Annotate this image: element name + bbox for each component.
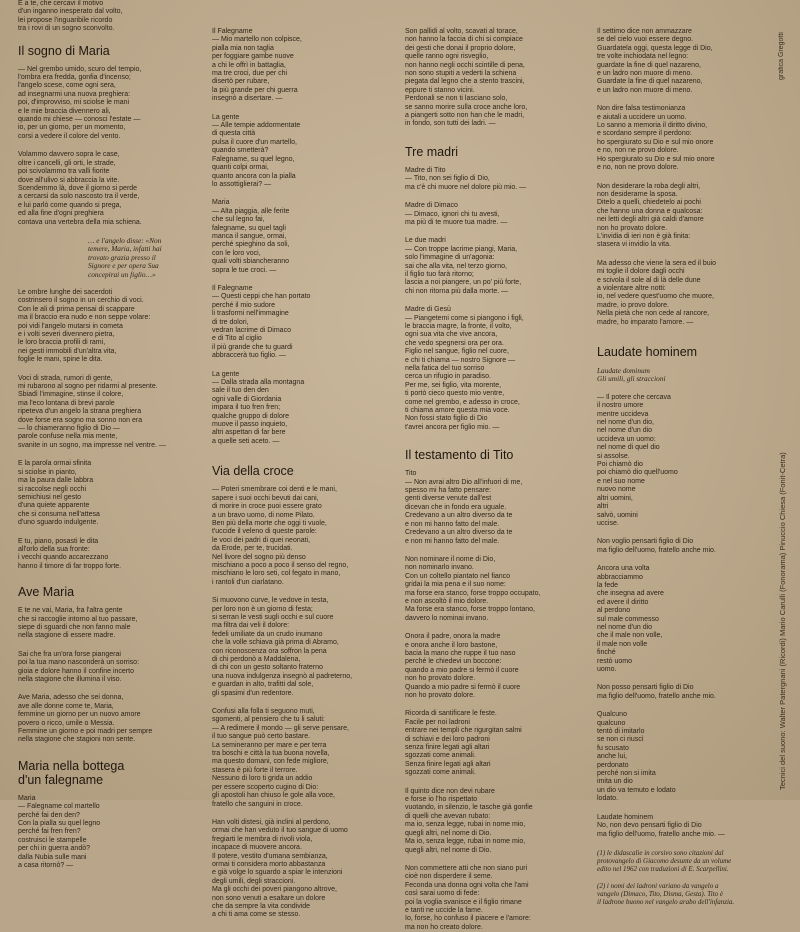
verse: Han volti distesi, già inclini al perdono, ormai che han veduto il tuo sangue di uomo fregiarti le membra di rivoli viola, incapace di muovere ancora. Il potere, vestito d'umana sembianza, ormai ti considera morto abbastanza e già volge lo sguardo a spiar le intenzioni degli umili, degli straccioni. Ma gli occhi dei poveri piangono altrove, non sono venuti a esaltare un dolore che da sempre la vita condivide a chi ti ama come se stesso. bbox=[212, 818, 348, 919]
verse: Non commettere atti che non siano puri cioè non disperdere il seme. Feconda una donna ogni volta che l'ami così sarai uomo di fede: poi la voglia svanisce e il figlio rimane e tanti ne uccide la fame. Io, forse, ho confuso il piacere e l'amore: ma non ho creato dolore. bbox=[405, 864, 531, 931]
verse: E tu, piano, posasti le dita all'orlo della sua fronte: i vecchi quando accarezzano hanno il timore di far troppo forte. bbox=[18, 537, 122, 570]
verse: Voci di strada, rumori di gente, mi rubarono al sogno per ridarmi al presente. Sbiadì l'immagine, stinse il colore, ma l'eco lontana di brevi parole ripeteva d'un angelo la strana preghiera dove forse era sogno ma sonno non era — lo chiameranno figlio di Dio — parole confuse nella mia mente, svanite in un sogno, ma impresse nel ventre. — bbox=[18, 374, 166, 449]
verse: Volammo davvero sopra le case, oltre i cancelli, gli orti, le strade, poi scivolammo tra valli fiorite dove all'ulivo si abbraccia la vite. Scendemmo là, dove il giorno si perde a cercarsi da solo nascosto tra il verde, e lui parlò come quando si prega, ed alla fine d'ogni preghiera contava una vertebra della mia schiena. bbox=[18, 151, 142, 226]
verse: Madre di Dimaco — Dimaco, ignori chi tu avesti, ma più di te muore tua madre. — bbox=[405, 202, 508, 226]
verse: Il Falegname — Questi ceppi che han portato perché il mio sudore li trasformi nell'immagine di tre dolori, vedran lacrime di Dimaco e di Tito al ciglio il più grande che tu guardi abbraccerà tuo figlio. — bbox=[212, 284, 311, 360]
verse: — Poteri smembrare coi denti e le mani, sapere i suoi occhi bevuti dai cani, di morire in croce puoi essere grato a un bravo uomo, di nome Pilato. Ben più della morte che oggi ti vuole, t'uccide il veleno di queste parole: le voci dei padri di quei neonati, da Erode, per te, trucidati. Nel livore del sogno più denso mischiano a poco a poco il senso del regno, mischiano le loro seti, col fegato in mano, i rantoli d'un ciarlatano. bbox=[212, 486, 349, 586]
verse: Ancora una volta abbracciammo la fede che insegna ad avere ed avere il diritto al perdono sul male commesso nel nome d'un dio che il male non volle, il male non volle finché restò uomo uomo. bbox=[597, 565, 664, 673]
verse: Ricorda di santificare le feste. Facile per noi ladroni entrare nei templi che rigurgitan salmi di schiavi e dei loro padroni senza finire legati agli altari sgozzati come animali. Senza finire legati agli altari sgozzati come animali. bbox=[405, 710, 522, 777]
verse: Non posso pensarti figlio di Dio ma figlio dell'uomo, fratello anche mio. bbox=[597, 684, 716, 700]
column-2 bbox=[212, 0, 402, 919]
column-4 bbox=[597, 0, 775, 907]
verse: E la parola ormai sfinita si sciolse in pianto, ma la paura dalle labbra si raccolse negli occhi semichiusi nel gesto d'una quiete apparente che si consuma nell'attesa d'uno sguardo indulgente. bbox=[18, 460, 100, 527]
verse: Laudate hominem No, non devo pensarti figlio di Dio ma figlio dell'uomo, fratello anche mio. — bbox=[597, 813, 725, 838]
verse: Qualcuno qualcuno tentò di imitarlo se non ci riuscì fu scusato anche lui, perdonato perché non si imita imita un dio un dio va temuto e lodato lodato. bbox=[597, 711, 676, 803]
verse: Non nominare il nome di Dio, non nominarlo invano. Con un coltello piantato nel fianco gridai la mia pena e il suo nome: ma forse era stanco, forse troppo occupato, e non ascoltò il mio dolore. Ma forse era stanco, forse troppo lontano, davvero lo nominai invano. bbox=[405, 555, 541, 622]
song-title-laudate-hominem: Laudate hominem bbox=[597, 345, 698, 359]
verse: Sai che fra un'ora forse piangerai poi la tua mano nasconderà un sorriso: gioia e dolore hanno il confine incerto nella stagione che illumina il viso. bbox=[18, 650, 140, 683]
verse: Non dire falsa testimonianza e aiutali a uccidere un uomo. Lo sanno a memoria il diritto divino, e scordano sempre il perdono: ho spergiurato su Dio e sul mio onore e no, non ne provo dolore. Ho spergiurato su Dio e sul mio onore e no, non ne provo dolore. bbox=[597, 105, 715, 172]
verse: Le ombre lunghe dei sacerdoti costrinsero il sogno in un cerchio di voci. Con le ali di prima pensai di scappare ma il braccio era nudo e non seppe volare: poi vidi l'angelo mutarsi in cometa e i volti severi divennero pietra, le loro braccia profili di rami, nei gesti immobili d'un'altra vita, foglie le mani, spine le dita. bbox=[18, 288, 151, 364]
verse: E te ne vai, Maria, fra l'altra gente che si raccoglie intorno al tuo passare, siepe di sguardi che non fanno male nella stagione di essere madre. bbox=[18, 607, 138, 640]
song-title-via-della-croce: Via della croce bbox=[212, 464, 294, 479]
intro-verse: E a te, che cercavi il motivo d'un inganno inesperato dal volto, lei propose l'inguaribile ricordo tra i rovi di un sogno sconvolto. bbox=[18, 0, 123, 33]
graphics-credit: grafica Gregotti bbox=[778, 32, 785, 80]
footnotes: (1) le didascalie in corsivo sono citazioni dal protovangelo di Giacomo desunte da un volume edito nel 1962 con traduzioni di E. Scarpellini. (2) i nomi dei ladroni variano da vangelo a vangelo (Dimaco, Tito, Disma, Gesta). Tito è il ladrone buono nel vangelo arabo dell'infanzia. bbox=[597, 848, 735, 907]
verse: Madre di Gesù — Piangetemi come si piangono i figli, le braccia magre, la fronte, il volto, ogni sua vita che vive ancora, che vedo spegnersi ora per ora. Figlio nel sangue, figlio nel cuore, e chi ti chiama — nostro Signore — nella fatica del tuo sorriso cerca un rifugio in paradiso. Per me, sei figlio, vita morente, ti portò cieco questo mio ventre, come nel grembo, e adesso in croce, ti chiama amore questa mia voce. Non fossi stato figlio di Dio t'avrei ancora per figlio mio. — bbox=[405, 306, 524, 431]
verse: Si muovono curve, le vedove in testa, per loro non è un giorno di festa; si serran le vesti sugli occhi e sul cuore ma filtra dai veli il dolore: fedeli umiliate da un crudo inumano che la volle schiava già prima di Abramo, con riconoscenza ora soffron la pena di chi perdonò a Maddalena, di chi con un gesto soltanto fraterno una nuova indulgenza insegnò al padreterno, e guardan in alto, trafitti dal sole, gli spasimi d'un redentore. bbox=[212, 597, 353, 697]
verse: Maria — Alta piaggia, alle ferite che sul legno fai, falegname, su quel tagli manca il sangue, ormai, perché spieghino da soli, con le loro voci, quali volti sbiancheranno sopra le tue croci. — bbox=[212, 199, 290, 274]
quote: … e l'angelo disse: «Non temere, Maria, infatti hai trovato grazia presso il Signore e per opera Sua concepirai un figlio…» bbox=[88, 235, 162, 279]
verse: Confusi alla folla ti seguono muti, sgomenti, al pensiero che tu li saluti: — A redimere il mondo — gli serve pensare, il tuo sangue può certo bastare. La semineranno per mare e per terra tra boschi e città la tua buona novella, ma questo domani, con fede migliore, stasera è più forte il terrore. Nessuno di loro ti grida un addio per essere scoperto cugino di Dio: gli apostoli han chiuso le gole alla voce, fratello che sanguini in croce. bbox=[212, 708, 349, 808]
verse: La gente — Dalla strada alla montagna sale il tuo den den ogni valle di Giordania impara il tuo fren fren; qualche gruppo di dolore muove il passo inquieto, altri aspettan di far bere a quelle seti aceto. — bbox=[212, 370, 305, 445]
verse: Son pallidi al volto, scavati al torace, non hanno la faccia di chi si compiace dei gesti che donai il proprio dolore, quelle ranno ogni risveglio, non hanno negli occhi scintille di pena, non sono stupiti a vederti la schiena piegata dal legno che a stento trascini, eppure ti stanno vicini. Perdonali se non ti lasciano solo, se sanno morire sulla croce anche loro, a piangerti sotto non han che le madri, in fondo, son tutti dei ladri. — bbox=[405, 28, 528, 128]
verse: Maria — Falegname col martello perché fai den den? Con la pialla su quel legno perché fai fren fren? costruisci le stampelle per chi in guerra andò? dalla Nubia sulle mani a casa ritornò? — bbox=[18, 794, 101, 870]
song-title-maria-nella-bottega: Maria nella bottega d'un falegname bbox=[18, 758, 125, 787]
verse: Non voglio pensarti figlio di Dio ma figlio dell'uomo, fratello anche mio. bbox=[597, 538, 716, 554]
song-title-il-testamento-di-tito: Il testamento di Tito bbox=[405, 448, 514, 463]
verse: — Il potere che cercava il nostro umore mentre uccideva nel nome d'un dio, nel nome d'un dio uccideva un uomo: nel nome di quel dio si assolse. Poi chiamò dio poi chiamò dio quell'uomo e nel suo nome nuovo nome altri uomini, altri salvò, uomini uccise. bbox=[597, 393, 678, 527]
verse: Onora il padre, onora la madre e onora anche il loro bastone, bacia la mano che ruppe il tuo naso perché le chiedevi un boccone: quando a mio padre si fermò il cuore non ho provato dolore. Quando a mio padre si fermò il cuore non ho provato dolore. bbox=[405, 633, 521, 699]
verse: Il quinto dice non devi rubare e forse io l'ho rispettato vuotando, in silenzio, le tasche già gonfie di quelli che avevan rubato: ma io, senza legge, rubai in nome mio, quegli altri, nel nome di Dio. Ma io, senza legge, rubai in nome mio, quegli altri, nel nome di Dio. bbox=[405, 787, 533, 854]
verse: Tito — Non avrai altro Dio all'infuori di me, spesso mi ha fatto pensare: genti diverse venute dall'est dicevan che in fondo era uguale. Credevano a un altro diverso da te e non mi hanno fatto del male. Credevano a un altro diverso da te e non mi hanno fatto del male. bbox=[405, 470, 523, 545]
verse: La gente — Alle tempie addormentate di questa città pulsa il cuore d'un martello, quando smetterà? Falegname, su quel legno, quanti colpi ormai, quanto ancora con la pialla lo assottiglierai? — bbox=[212, 113, 301, 188]
verse: Ave Maria, adesso che sei donna, ave alle donne come te, Maria, femmine un giorno per un nuovo amore povero o ricco, umile o Messia. Femmine un giorno e poi madri per sempre nella stagione che stagioni non sente. bbox=[18, 694, 153, 744]
song-title-ave-maria: Ave Maria bbox=[18, 585, 75, 600]
verse: — Nel grembo umido, scuro del tempio, l'ombra era fredda, gonfia d'incenso; l'angelo scese, come ogni sera, ad insegnarmi una nuova preghiera: poi, d'improvviso, mi sciolse le mani e le mie braccia divennero ali, quando mi chiese — conosci l'estate — io, per un giorno, per un momento, corsi a vedere il colore del vento. bbox=[18, 65, 142, 140]
verse: Laudate dominum Gli umili, gli straccioni bbox=[597, 366, 666, 384]
verse: Il Falegname — Mio martello non colpisce, pialla mia non taglia per foggiare gambe nuove a chi le offrì in battaglia, ma tre croci, due per chi disertò per rubare, la più grande per chi guerra insegnò a disertare. — bbox=[212, 28, 302, 103]
verse: Il settimo dice non ammazzare se del cielo vuoi essere degno. Guardatela oggi, questa legge di Dio, tre volte inchiodata nel legno: guardate la fine di quel nazareno, e un ladro non muore di meno. Guardate la fine di quel nazareno, e un ladro non muore di meno. bbox=[597, 28, 713, 94]
column-1 bbox=[18, 0, 208, 870]
column-3 bbox=[405, 0, 595, 931]
verse: Ma adesso che viene la sera ed il buio mi toglie il dolore dagli occhi e scivola il sole al di là delle dune a violentare altre notti: io, nel vedere quest'uomo che muore, madre, io provo dolore. Nella pietà che non cede al rancore, madre, ho imparato l'amore. — bbox=[597, 259, 717, 326]
verse: Madre di Tito — Tito, non sei figlio di Dio, ma c'è chi muore nel dolore più mio. — bbox=[405, 166, 527, 191]
song-title-tre-madri: Tre madri bbox=[405, 144, 459, 159]
verse: Le due madri — Con troppe lacrime piangi, Maria, solo l'immagine di un'agonia: sai che alla vita, nel terzo giorno, il figlio tuo farà ritorno; lascia a noi piangere, un po' più forte, chi non ritorna più dalla morte. — bbox=[405, 237, 522, 295]
song-title-il-sogno-di-maria: Il sogno di Maria bbox=[18, 43, 110, 58]
sound-credits: Tecnici del suono: Walter Patergnani (Ricordi) Mario Carulli (Fonorama) Pinuccio Chiesa (Fonit-Cetra) bbox=[778, 452, 787, 790]
verse: Non desiderare la roba degli altri, non desiderarne la sposa. Ditelo a quelli, chiedetelo ai pochi che hanno una donna e qualcosa: nei letti degli altri già caldi d'amore non ho provato dolore. L'invidia di ieri non è già finita: stasera vi invidio la vita. bbox=[597, 182, 704, 249]
